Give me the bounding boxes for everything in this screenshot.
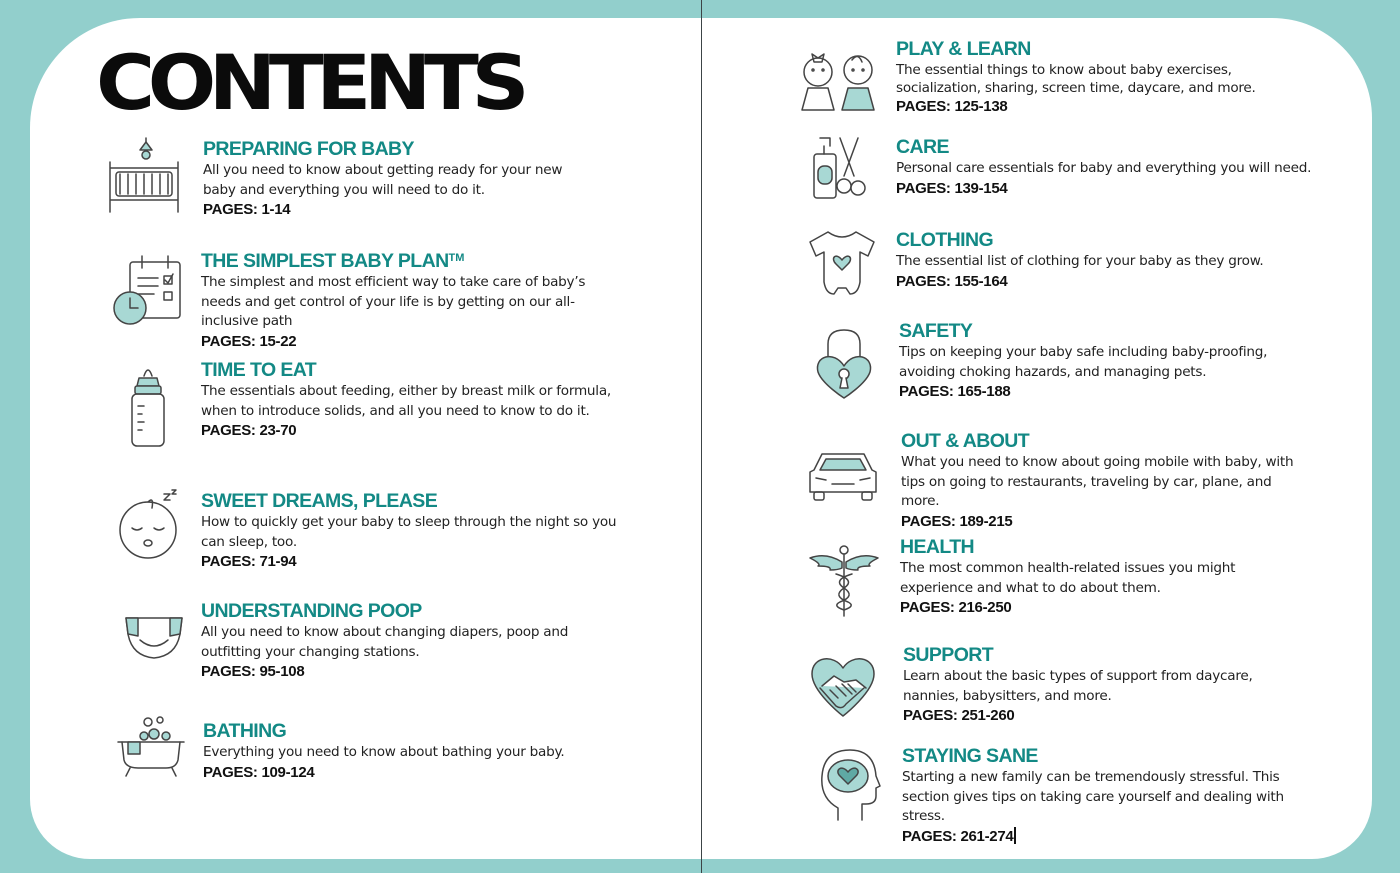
toc-description: Personal care essentials for baby and everything you will need. [896, 160, 1312, 176]
toc-description: The essential list of clothing for your baby as they grow. [896, 253, 1264, 269]
head-heart-icon [816, 746, 882, 824]
toc-heading: BATHING [203, 720, 287, 742]
toc-pages: PAGES: 139-154 [896, 179, 1008, 197]
heart-padlock-icon [812, 326, 876, 402]
toc-heading: HEALTH [900, 536, 975, 558]
car-icon [806, 448, 880, 504]
toc-pages: PAGES: 15-22 [201, 332, 297, 350]
toc-heading: SUPPORT [903, 644, 994, 666]
toc-heading: STAYING SANE [902, 745, 1038, 767]
sleeping-baby-icon [112, 488, 184, 560]
toc-heading: CARE [896, 136, 949, 158]
toc-pages: PAGES: 189-215 [901, 512, 1013, 530]
toc-description: What you need to know about going mobile with baby, with tips on going to restaurants, traveling by car, plane, and more. [901, 454, 1294, 509]
toc-heading: THE SIMPLEST BABY PLAN™ [201, 250, 465, 272]
toc-heading: PLAY & LEARN [896, 38, 1031, 60]
toc-description: The most common health-related issues you might experience and what to do about them. [900, 560, 1236, 596]
toc-pages: PAGES: 251-260 [903, 707, 1015, 724]
toc-description: Starting a new family can be tremendously stressful. This section gives tips on taking care yourself and dealing with stress. [902, 769, 1284, 824]
toc-pages: PAGES: 109-124 [203, 763, 315, 781]
toc-description: The essential things to know about baby exercises, socialization, sharing, screen time, daycare, and more. [896, 62, 1256, 96]
toc-heading: SWEET DREAMS, PLEASE [201, 490, 438, 512]
toc-pages: PAGES: 1-14 [203, 201, 291, 218]
toc-pages: PAGES: 23-70 [201, 422, 297, 439]
toc-description: The essentials about feeding, either by breast milk or formula, when to introduce solids, and all you need to know to do it. [201, 383, 611, 419]
toc-description: Tips on keeping your baby safe including baby-proofing, avoiding choking hazards, and managing pets. [899, 344, 1268, 380]
trademark-mark: TM [448, 252, 465, 264]
toc-description: How to quickly get your baby to sleep through the night so you can sleep, too. [201, 514, 617, 550]
crib-icon [106, 136, 182, 214]
page-title: CONTENTS [96, 38, 523, 127]
toc-heading: UNDERSTANDING POOP [201, 600, 422, 622]
toc-heading: OUT & ABOUT [901, 430, 1030, 452]
diaper-icon [122, 612, 186, 662]
toc-pages: PAGES: 71-94 [201, 553, 297, 570]
toc-description: Everything you need to know about bathing your baby. [203, 744, 565, 760]
toc-heading: SAFETY [899, 320, 973, 342]
calendar-clock-icon [110, 252, 184, 328]
two-kids-icon [796, 48, 880, 112]
toc-pages: PAGES: 125-138 [896, 98, 1008, 115]
toc-pages: PAGES: 216-250 [900, 599, 1012, 616]
toc-description: The simplest and most efficient way to take care of baby’s needs and get control of your life is by getting on our all-inclusive path [201, 274, 586, 329]
baby-bottle-icon [126, 364, 170, 450]
toc-description: Learn about the basic types of support from daycare, nannies, babysitters, and more. [903, 668, 1253, 704]
toc-heading: CLOTHING [896, 229, 994, 251]
toc-pages: PAGES: 165-188 [899, 383, 1011, 400]
toc-heading: PREPARING FOR BABY [203, 138, 414, 160]
text-cursor [1014, 827, 1016, 844]
toc-pages: PAGES: 155-164 [896, 272, 1008, 290]
bottle-scissors-icon [810, 134, 866, 202]
caduceus-icon [808, 544, 880, 618]
book-spine [701, 0, 702, 873]
bathtub-icon [114, 714, 188, 782]
onesie-icon [806, 228, 878, 298]
toc-description: All you need to know about changing diapers, poop and outfitting your changing stations. [201, 624, 569, 660]
toc-pages: PAGES: 261-274 [902, 827, 1342, 847]
heart-handshake-icon [808, 654, 878, 720]
toc-pages: PAGES: 95-108 [201, 663, 305, 680]
toc-description: All you need to know about getting ready for your new baby and everything you will need to do it. [203, 162, 563, 198]
toc-heading: TIME TO EAT [201, 359, 317, 381]
